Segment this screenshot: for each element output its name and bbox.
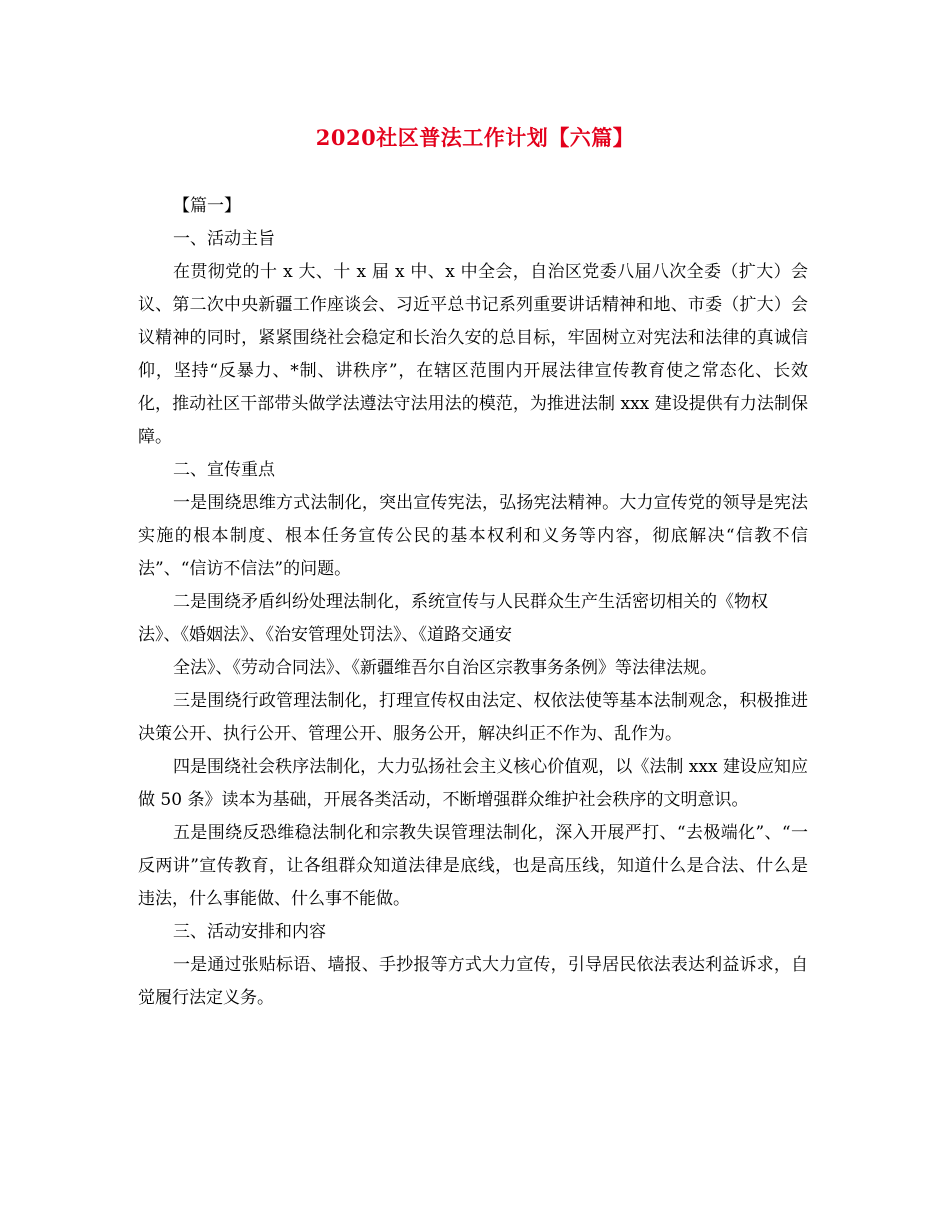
paragraph-focus-five: 五是围绕反恐维稳法制化和宗教失误管理法制化，深入开展严打、“去极端化”、“一反两讲”宣传教育，让各组群众知道法律是底线，也是高压线，知道什么是合法、什么是违法，什么事能做、什么事不能做。 — [138, 823, 808, 909]
paragraph-activity-purpose: 在贯彻党的十 x 大、十 x 届 x 中、x 中全会，自治区党委八届八次全委（扩大）会议、第二次中央新疆工作座谈会、习近平总书记系列重要讲话精神和地、市委（扩大）会议精神的同时，紧紧围绕社会稳定和长治久安的总目标，牢固树立对宪法和法律的真诚信仰，坚持“反暴力、*制、讲秩序”，在辖区范围内开展法律宣传教育使之常态化、长效化，推动社区干部带头做学法遵法守法用法的模范，为推进法制 xxx 建设提供有力法制保障。 — [138, 262, 808, 447]
paragraph-arrangement-one: 一是通过张贴标语、墙报、手抄报等方式大力宣传，引导居民依法表达利益诉求，自觉履行法定义务。 — [138, 955, 808, 1008]
heading-activity-purpose: 一、活动主旨 — [173, 229, 275, 249]
document-title: 2020社区普法工作计划【六篇】 — [315, 125, 635, 150]
heading-publicity-focus: 二、宣传重点 — [173, 460, 275, 480]
section-heading-part-one: 【篇一】 — [173, 196, 241, 216]
document-body — [138, 190, 808, 1015]
paragraph-focus-four: 四是围绕社会秩序法制化，大力弘扬社会主义核心价值观，以《法制 xxx 建设应知应做 50 条》读本为基础，开展各类活动，不断增强群众维护社会秩序的文明意识。 — [138, 757, 808, 810]
heading-activity-arrangement: 三、活动安排和内容 — [173, 922, 326, 942]
paragraph-focus-three: 三是围绕行政管理法制化，打理宣传权由法定、权依法使等基本法制观念，积极推进决策公开、执行公开、管理公开、服务公开，解决纠正不作为、乱作为。 — [138, 691, 808, 744]
paragraph-focus-one: 一是围绕思维方式法制化，突出宣传宪法，弘扬宪法精神。大力宣传党的领导是宪法实施的根本制度、根本任务宣传公民的基本权利和义务等内容，彻底解决“信教不信法”、“信访不信法”的问题。 — [138, 493, 808, 579]
paragraph-focus-two-part-a: 二是围绕矛盾纠纷处理法制化，系统宣传与人民群众生产生活密切相关的《物权法》、《婚姻法》、《治安管理处罚法》、《道路交通安 — [138, 592, 768, 645]
paragraph-focus-two-part-b: 全法》、《劳动合同法》、《新疆维吾尔自治区宗教事务条例》等法律法规。 — [173, 658, 717, 678]
